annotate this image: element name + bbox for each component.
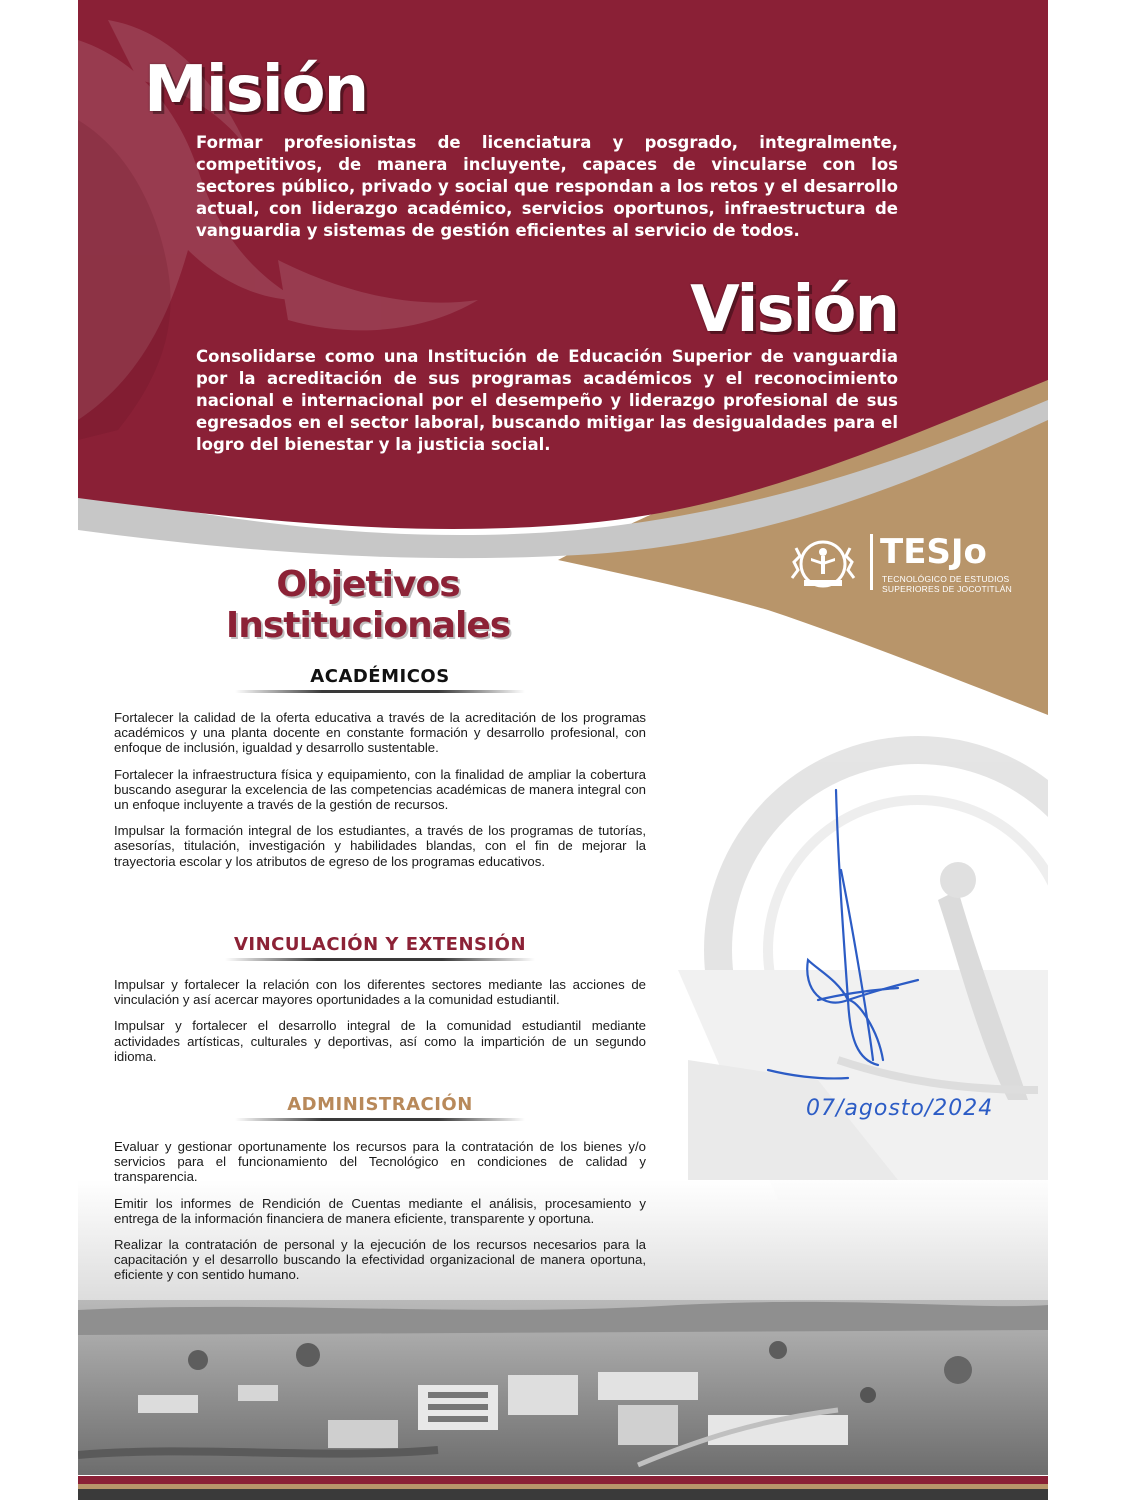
paragraph: Evaluar y gestionar oportunamente los recursos para la contratación de los bienes y/o servicios para el funcionamiento del Tecnológico en condiciones de calidad y transparencia. [114,1139,646,1185]
logo-line1: TECNOLÓGICO DE ESTUDIOS [882,574,1010,584]
paragraph: Impulsar y fortalecer la relación con los diferentes sectores mediante las acciones de vinculación y así acercar mayores oportunidades a la comunidad estudiantil. [114,977,646,1008]
section-vinculacion [114,934,646,1064]
tesjo-emblem-icon [784,534,862,594]
section-administracion [114,1094,646,1283]
gear-watermark [678,750,1048,1200]
section-underline [235,1118,525,1121]
logo-line2: SUPERIORES DE JOCOTITLÁN [882,584,1012,594]
vision-title: Visión [690,273,898,347]
bottom-stripe-maroon [78,1476,1048,1484]
mision-text: Formar profesionistas de licenciatura y posgrado, integralmente, competitivos, de manera incluyente, capaces de vincularse con los sectores público, privado y social que respondan a los retos y el desarrollo actual, con liderazgo académico, servicios oportunos, infraestructura de vanguardia y sistemas de gestión eficientes al servicio de todos. [196,133,898,240]
paragraph: Impulsar la formación integral de los estudiantes, a través de los programas de tutorías, asesorías, titulación, investigación y habilidades blandas, con el fin de mejorar la trayectoria escolar y los atributos de egreso de los programas educativos. [114,823,646,869]
objetivos-title-line2: Institucionales [225,605,511,646]
section-underline [225,958,535,961]
logo-divider [870,534,873,590]
section-underline [235,690,525,693]
section-heading: ADMINISTRACIÓN [287,1094,473,1115]
paragraph: Realizar la contratación de personal y la ejecución de los recursos necesarios para la capacitación y el desarrollo buscando la efectividad organizacional de manera oportuna, eficiente y con sentido humano. [114,1237,646,1283]
bottom-stripe-gold [78,1484,1048,1489]
tesjo-logo [784,532,1024,594]
logo-name: TESJo [880,532,987,572]
objetivos-title-line1: Objetivos [276,564,460,605]
bottom-stripe-dark [78,1489,1048,1500]
paragraph: Fortalecer la calidad de la oferta educativa a través de la acreditación de los programas académicos y una planta docente en constante formación y desarrollo profesional, con enfoque de inclusión, igualdad y desarrollo sustentable. [114,710,646,756]
section-heading: ACADÉMICOS [310,666,450,687]
paragraph: Emitir los informes de Rendición de Cuentas mediante el análisis, procesamiento y entrega de la información financiera de manera eficiente, transparente y oportuna. [114,1195,646,1226]
paragraph: Impulsar y fortalecer el desarrollo integral de la comunidad estudiantil mediante actividades artísticas, culturales y deportivas, así como la impartición de un segundo idioma. [114,1018,646,1064]
poster [78,0,1048,1500]
handwritten-date: 07/agosto/2024 [806,1096,994,1121]
vision-text: Consolidarse como una Institución de Educación Superior de vanguardia por la acreditación de sus programas académicos y el reconocimiento nacional e internacional por el desempeño y liderazgo profesional de sus egresados en el sector laboral, buscando mitigar las desigualdades para el logro del bienestar y la justicia social. [196,347,898,454]
mision-title: Misión [144,53,368,127]
section-heading: VINCULACIÓN Y EXTENSIÓN [233,934,527,955]
objetivos-title [188,564,548,646]
paragraph: Fortalecer la infraestructura física y equipamiento, con la finalidad de ampliar la cobertura buscando asegurar la excelencia de las competencias académicas de manera integral con un enfoque incluyente a través de la gestión de recursos. [114,766,646,813]
section-academicos [114,666,646,869]
